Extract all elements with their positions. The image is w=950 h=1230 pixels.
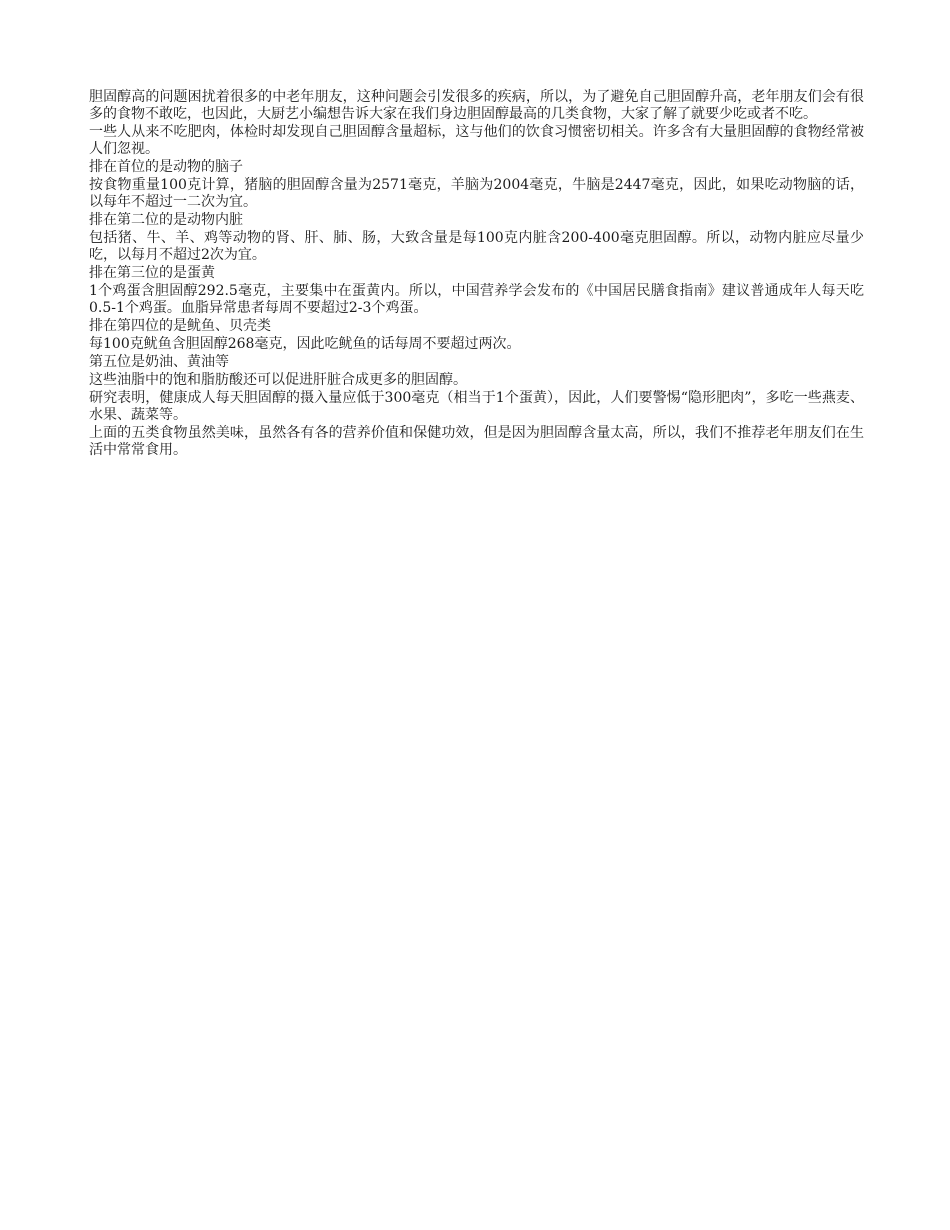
section-heading-3: 排在第三位的是蛋黄 xyxy=(89,265,215,281)
section-heading-2: 排在第二位的是动物内脏 xyxy=(89,212,243,228)
section-paragraph-5: 这些油脂中的饱和脂肪酸还可以促进肝脏合成更多的胆固醇。 xyxy=(89,372,467,388)
section-paragraph-2: 包括猪、牛、羊、鸡等动物的肾、肝、肺、肠，大致含量是每100克内脏含200-400毫克胆固醇。所以，动物内脏应尽量少吃，以每月不超过2次为宜。 xyxy=(89,230,864,263)
context-paragraph: 一些人从来不吃肥肉，体检时却发现自己胆固醇含量超标，这与他们的饮食习惯密切相关。许多含有大量胆固醇的食物经常被人们忽视。 xyxy=(89,124,864,157)
section-heading-1: 排在首位的是动物的脑子 xyxy=(89,159,243,175)
research-paragraph: 研究表明，健康成人每天胆固醇的摄入量应低于300毫克（相当于1个蛋黄），因此，人们要警惕“隐形肥肉”，多吃一些燕麦、水果、蔬菜等。 xyxy=(89,390,864,423)
document-body xyxy=(89,89,864,459)
section-paragraph-3: 1个鸡蛋含胆固醇292.5毫克，主要集中在蛋黄内。所以，中国营养学会发布的《中国居民膳食指南》建议普通成年人每天吃0.5-1个鸡蛋。血脂异常患者每周不要超过2-3个鸡蛋。 xyxy=(89,283,864,316)
section-paragraph-1: 按食物重量100克计算，猪脑的胆固醇含量为2571毫克，羊脑为2004毫克，牛脑是2447毫克，因此，如果吃动物脑的话，以每年不超过一二次为宜。 xyxy=(89,177,864,210)
conclusion-paragraph: 上面的五类食物虽然美味，虽然各有各的营养价值和保健功效，但是因为胆固醇含量太高，所以，我们不推荐老年朋友们在生活中常常食用。 xyxy=(89,425,864,458)
intro-paragraph: 胆固醇高的问题困扰着很多的中老年朋友，这种问题会引发很多的疾病，所以，为了避免自己胆固醇升高，老年朋友们会有很多的食物不敢吃，也因此，大厨艺小编想告诉大家在我们身边胆固醇最高的几类食物，大家了解了就要少吃或者不吃。 xyxy=(89,89,864,122)
section-paragraph-4: 每100克鱿鱼含胆固醇268毫克，因此吃鱿鱼的话每周不要超过两次。 xyxy=(89,336,521,352)
section-heading-4: 排在第四位的是鱿鱼、贝壳类 xyxy=(89,318,271,334)
section-heading-5: 第五位是奶油、黄油等 xyxy=(89,354,229,370)
